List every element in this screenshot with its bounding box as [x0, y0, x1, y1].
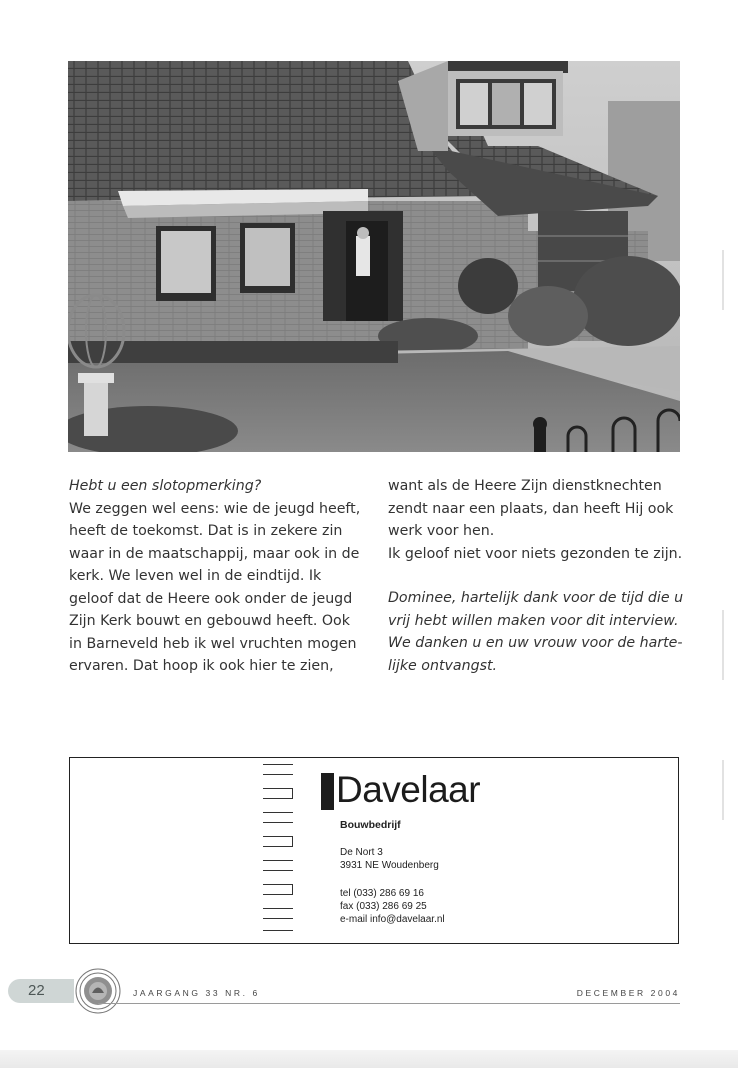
scan-edge-mark: [722, 250, 724, 310]
body-line: ervaren. Dat hoop ik ook hier te zien,: [69, 658, 334, 674]
body-line: We zeggen wel eens: wie de jeugd heeft,: [69, 500, 361, 517]
article-left-column: [69, 475, 369, 678]
logo-mark: [321, 773, 334, 810]
scan-bottom-edge: [0, 1050, 738, 1068]
email-address: e-mail info@davelaar.nl: [340, 914, 445, 925]
body-line: Zijn Kerk bouwt en gebouwd heeft. Ook: [69, 613, 350, 629]
body-line: in Barneveld heb ik wel vruchten mogen: [69, 635, 357, 652]
body-line: want als de Heere Zijn dienstknechten: [388, 478, 662, 494]
body-line: Ik geloof niet voor niets gezonden te zijn.: [388, 545, 683, 562]
closing-line: lijke ontvangst.: [388, 657, 498, 674]
scan-edge-mark: [722, 760, 724, 820]
company-name: Davelaar: [336, 769, 481, 810]
address-line-2: 3931 NE Woudenberg: [340, 860, 439, 871]
davelaar-advertisement: [69, 757, 679, 944]
phone-number: tel (033) 286 69 16: [340, 888, 424, 899]
magazine-seal-icon: [75, 968, 121, 1014]
question-heading: Hebt u een slotopmerking?: [69, 478, 262, 494]
house-photo: [68, 61, 680, 452]
issue-date: DECEMBER 2004: [576, 988, 680, 998]
footer-rule: [98, 1003, 680, 1004]
company-subtitle: Bouwbedrijf: [340, 819, 401, 831]
issue-info: JAARGANG 33 NR. 6: [133, 988, 260, 998]
page-number: 22: [28, 982, 45, 999]
fax-number: fax (033) 286 69 25: [340, 901, 427, 912]
address-line-1: De Nort 3: [340, 847, 383, 858]
article-right-column: [388, 475, 688, 677]
scan-edge-mark: [722, 610, 724, 680]
body-line: heeft de toekomst. Dat is in zekere zin: [69, 523, 343, 539]
body-line: werk voor hen.: [388, 523, 495, 539]
closing-line: We danken u en uw vrouw voor de harte-: [388, 635, 683, 651]
body-line: geloof dat de Heere ook onder de jeugd: [69, 590, 353, 607]
body-line: zendt naar een plaats, dan heeft Hij ook: [388, 500, 674, 517]
body-line: kerk. We leven wel in de eindtijd. Ik: [69, 568, 322, 584]
body-line: waar in de maatschappij, maar ook in de: [69, 545, 360, 562]
closing-line: Dominee, hartelijk dank voor de tijd die u: [388, 590, 684, 606]
closing-line: vrij hebt willen maken voor dit interview.: [388, 612, 679, 629]
